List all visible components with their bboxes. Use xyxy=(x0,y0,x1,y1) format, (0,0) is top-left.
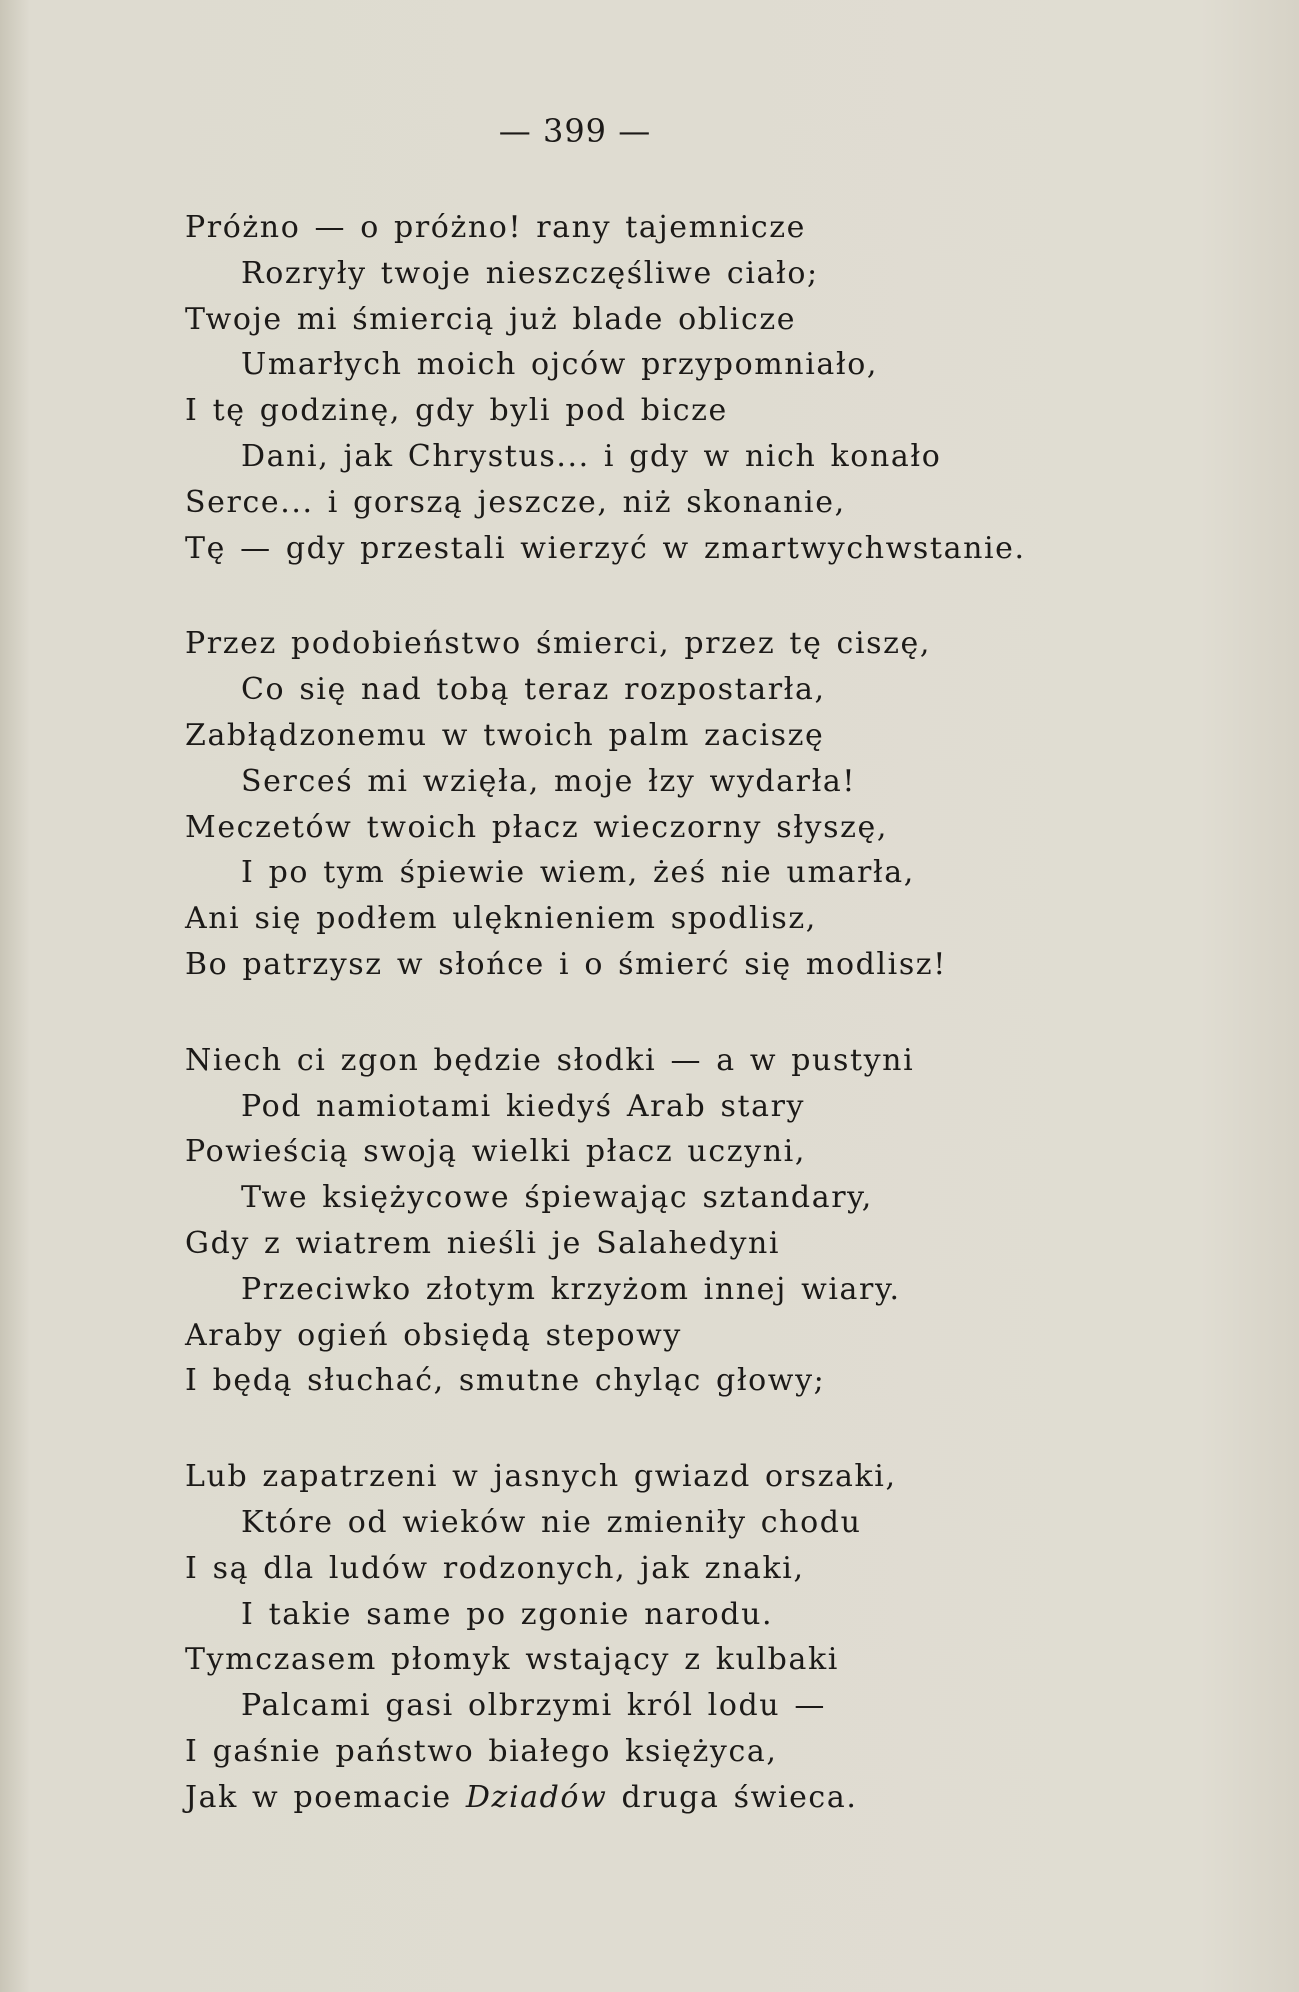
verse-line: Serceś mi wzięła, moje łzy wydarła! xyxy=(241,763,857,799)
verse-line: Pod namiotami kiedyś Arab stary xyxy=(241,1088,806,1124)
verse-text: druga świeca. xyxy=(607,1779,858,1815)
verse-line: Meczetów twoich płacz wieczorny słyszę, xyxy=(185,809,888,845)
verse-line: Serce... i gorszą jeszcze, niż skonanie, xyxy=(185,484,846,520)
verse-line: Dani, jak Chrystus... i gdy w nich konało xyxy=(241,438,942,474)
verse-line: Umarłych moich ojców przypomniało, xyxy=(241,347,879,383)
stanza-4 xyxy=(185,1454,1185,1820)
stanza-2 xyxy=(185,621,1185,987)
verse-line: Przeciwko złotym krzyżom innej wiary. xyxy=(241,1271,901,1307)
verse-text: Jak w poemacie xyxy=(185,1779,466,1815)
verse-line: Ani się podłem ulęknieniem spodlisz, xyxy=(185,901,817,937)
verse-line: Araby ogień obsiędą stepowy xyxy=(185,1317,682,1353)
verse-line: I są dla ludów rodzonych, jak znaki, xyxy=(185,1550,805,1586)
poem-text xyxy=(185,205,1185,1871)
verse-line: Powieścią swoją wielki płacz uczyni, xyxy=(185,1134,806,1170)
verse-line: Co się nad tobą teraz rozpostarła, xyxy=(241,672,826,708)
verse-line-last xyxy=(185,1775,1185,1821)
page-number: — 399 — xyxy=(498,112,652,150)
stanza-3 xyxy=(185,1038,1185,1404)
verse-line: I takie same po zgonie narodu. xyxy=(241,1596,774,1632)
verse-line: Rozryły twoje nieszczęśliwe ciało; xyxy=(241,255,819,291)
verse-line: Niech ci zgon będzie słodki — a w pustyni xyxy=(185,1042,915,1078)
verse-line: I tę godzinę, gdy byli pod bicze xyxy=(185,393,728,429)
verse-line: Tę — gdy przestali wierzyć w zmartwychwstanie. xyxy=(185,530,1026,566)
italic-title: Dziadów xyxy=(465,1779,608,1815)
stanza-1 xyxy=(185,205,1185,571)
verse-line: I gaśnie państwo białego księżyca, xyxy=(185,1733,778,1769)
verse-line: I będą słuchać, smutne chyląc głowy; xyxy=(185,1363,826,1399)
verse-line: I po tym śpiewie wiem, żeś nie umarła, xyxy=(241,855,915,891)
verse-line: Twoje mi śmiercią już blade oblicze xyxy=(185,301,797,337)
verse-line: Palcami gasi olbrzymi król lodu — xyxy=(241,1688,826,1724)
verse-line: Próżno — o próżno! rany tajemnicze xyxy=(185,210,806,245)
verse-line: Gdy z wiatrem nieśli je Salahedyni xyxy=(185,1225,781,1261)
verse-line: Przez podobieństwo śmierci, przez tę ciszę, xyxy=(185,626,932,662)
verse-line: Lub zapatrzeni w jasnych gwiazd orszaki, xyxy=(185,1459,897,1495)
verse-line: Tymczasem płomyk wstający z kulbaki xyxy=(185,1642,839,1678)
verse-line: Bo patrzysz w słońce i o śmierć się modlisz! xyxy=(185,946,947,982)
verse-line: Twe księżycowe śpiewając sztandary, xyxy=(241,1180,873,1216)
verse-line: Które od wieków nie zmieniły chodu xyxy=(241,1504,862,1540)
verse-line: Zabłądzonemu w twoich palm zaciszę xyxy=(185,717,825,753)
